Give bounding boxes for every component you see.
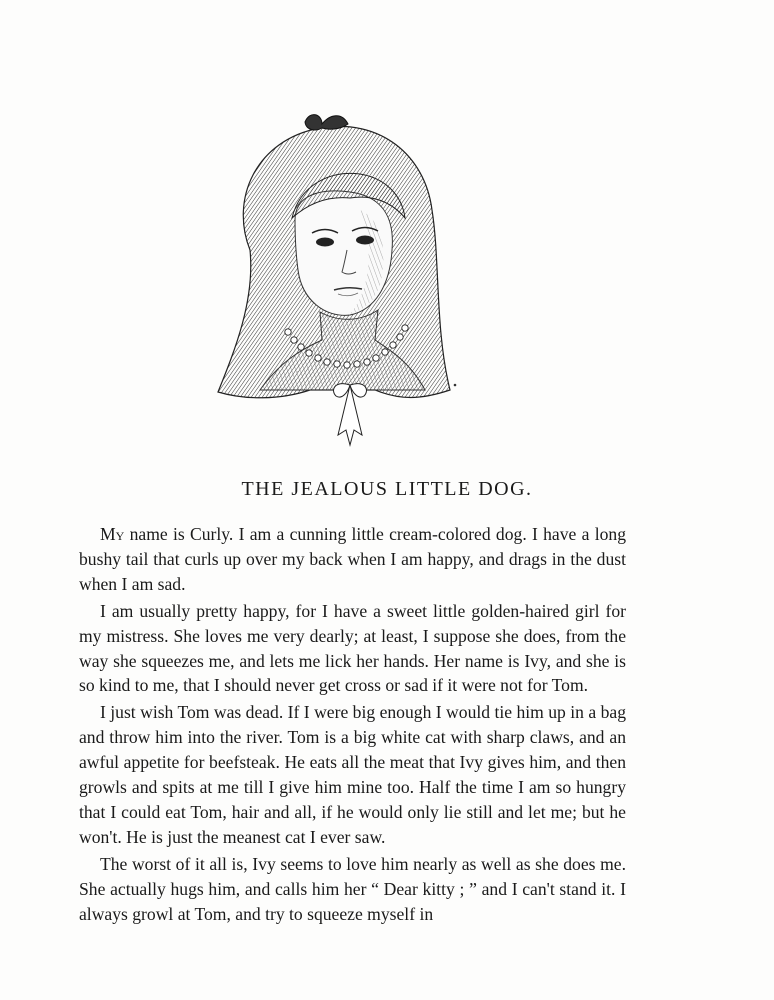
paragraph-text: name is Curly. I am a cunning little cream-colored dog. I have a long bushy tail that curls up over my back when I am happy, and drags in the dust when I am sad. [79, 524, 626, 594]
engraved-girl-portrait-icon [210, 100, 470, 450]
story-body [79, 522, 626, 927]
paragraph-1 [79, 522, 626, 597]
paragraph-3: I just wish Tom was dead. If I were big enough I would tie him up in a bag and throw him into the river. Tom is a big white cat with sharp claws, and an awful appetite for beefsteak. He eats all the meat that Ivy gives him, and then growls and spits at me till I give him mine too. Half the time I am so hungry that I could eat Tom, hair and all, if he would only lie still and let me; but he won't. He is just the meanest cat I ever saw. [79, 702, 626, 847]
story-title: THE JEALOUS LITTLE DOG. [241, 478, 533, 500]
paragraph-lead-word: My [100, 524, 125, 544]
paragraph-2: I am usually pretty happy, for I have a sweet little golden-haired girl for my mistress. She loves me very dearly; at least, I suppose she does, from the way she squeezes me, and lets me lick her hands. Her name is Ivy, and she is so kind to me, that I should never get cross or sad if it were not for Tom. [79, 600, 626, 696]
paragraph-4: The worst of it all is, Ivy seems to love him nearly as well as she does me. She actually hugs him, and calls him her “ Dear kitty ; ” and I can't stand it. I always growl at Tom, and try to squeeze myself in [79, 853, 626, 924]
